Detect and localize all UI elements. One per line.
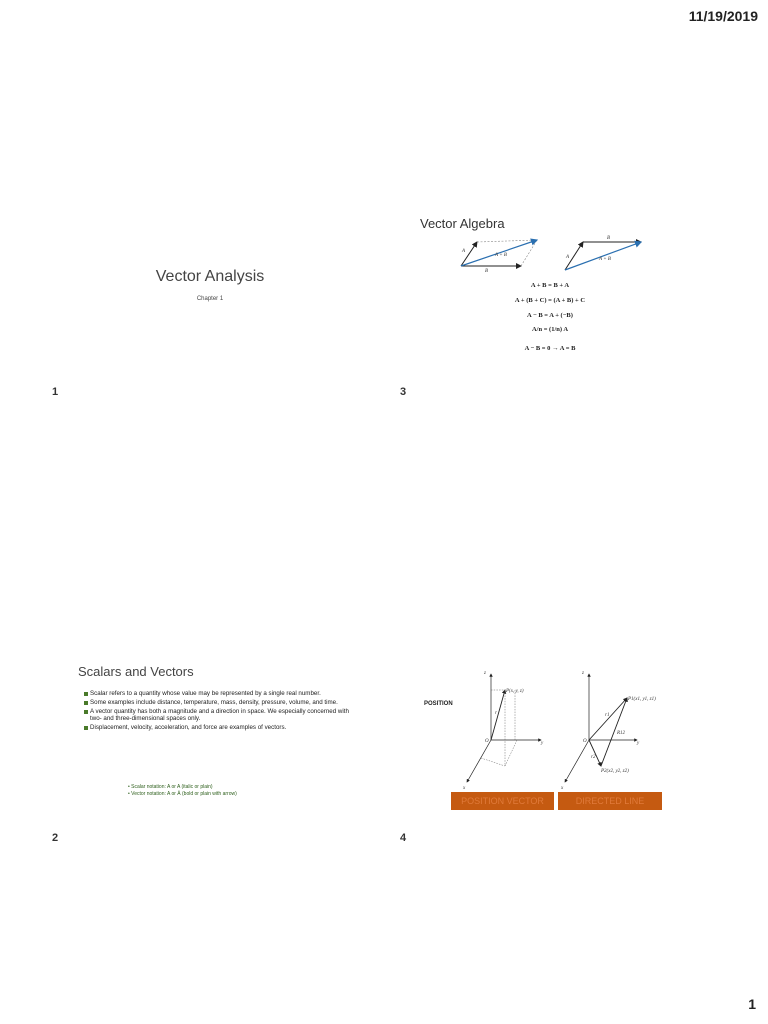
vector-r1-label: r1 <box>605 713 610 718</box>
slide1-subtitle: Chapter 1 <box>196 296 224 302</box>
diagram-label-b: B <box>485 269 489 274</box>
diagram2-label-sum: A + B <box>599 257 611 262</box>
slide1-title: Vector Analysis <box>155 268 265 285</box>
vector-addition-diagram <box>455 232 645 278</box>
vector-r12-label: R12 <box>617 731 626 736</box>
axis-y2-label: y <box>637 741 640 746</box>
point-p1-label: P1(x1, y1, z1) <box>628 697 656 702</box>
slide-number-4: 4 <box>400 832 407 844</box>
diagram-label-sum: A + B <box>495 253 507 258</box>
bullet-item: Scalar refers to a quantity whose value may be represented by a single real number. <box>84 690 352 697</box>
note-item: • Scalar notation: A or A (italic or plain) <box>128 784 237 791</box>
equation-equality: A − B = 0 → A = B <box>524 345 576 352</box>
slide2-title: Scalars and Vectors <box>78 664 194 679</box>
diagram2-label-b: B <box>607 236 611 241</box>
slide2-notes <box>128 784 237 798</box>
axis-z2-label: z <box>582 671 584 676</box>
axis-z-label: z <box>484 671 486 676</box>
slide-number-1: 1 <box>52 386 59 398</box>
page-number: 1 <box>748 996 756 1012</box>
diagram2-label-a: A <box>566 255 570 260</box>
slide-number-3: 3 <box>400 386 407 398</box>
axis-x2-label: x <box>561 786 564 791</box>
point-p2-label: P2(x2, y2, z2) <box>601 769 629 774</box>
slide4-label: POSITION <box>424 701 453 707</box>
axis-x-label: x <box>463 786 466 791</box>
vector-r-label: r <box>495 711 497 716</box>
slide2-bullets <box>84 690 352 733</box>
equation-associative: A + (B + C) = (A + B) + C <box>514 297 586 304</box>
vector-r2-label: r2 <box>591 755 596 760</box>
position-vector-diagram <box>455 668 665 792</box>
position-vector-tag: POSITION VECTOR <box>451 792 554 810</box>
origin2-label: O <box>583 739 587 744</box>
bullet-item: Displacement, velocity, acceleration, and force are examples of vectors. <box>84 724 352 731</box>
note-item: • Vector notation: A or Ā (bold or plain with arrow) <box>128 791 237 798</box>
equation-commutative: A + B = B + A <box>530 282 570 289</box>
axis-y-label: y <box>541 741 544 746</box>
diagram-label-a: A <box>462 249 466 254</box>
equation-division: A/n = (1/n) A <box>531 326 569 333</box>
bullet-item: A vector quantity has both a magnitude and a direction in space. We especially concerned with two- and three-dimensional spaces only. <box>84 708 352 722</box>
equation-subtraction: A − B = A + (−B) <box>527 312 573 319</box>
origin-label: O <box>485 739 489 744</box>
point-p-label: P(x, y, z) <box>506 689 524 694</box>
slide3-title: Vector Algebra <box>420 216 505 231</box>
directed-line-tag: DIRECTED LINE <box>558 792 662 810</box>
bullet-item: Some examples include distance, temperature, mass, density, pressure, volume, and time. <box>84 699 352 706</box>
slide-number-2: 2 <box>52 832 59 844</box>
header-date: 11/19/2019 <box>688 8 758 24</box>
